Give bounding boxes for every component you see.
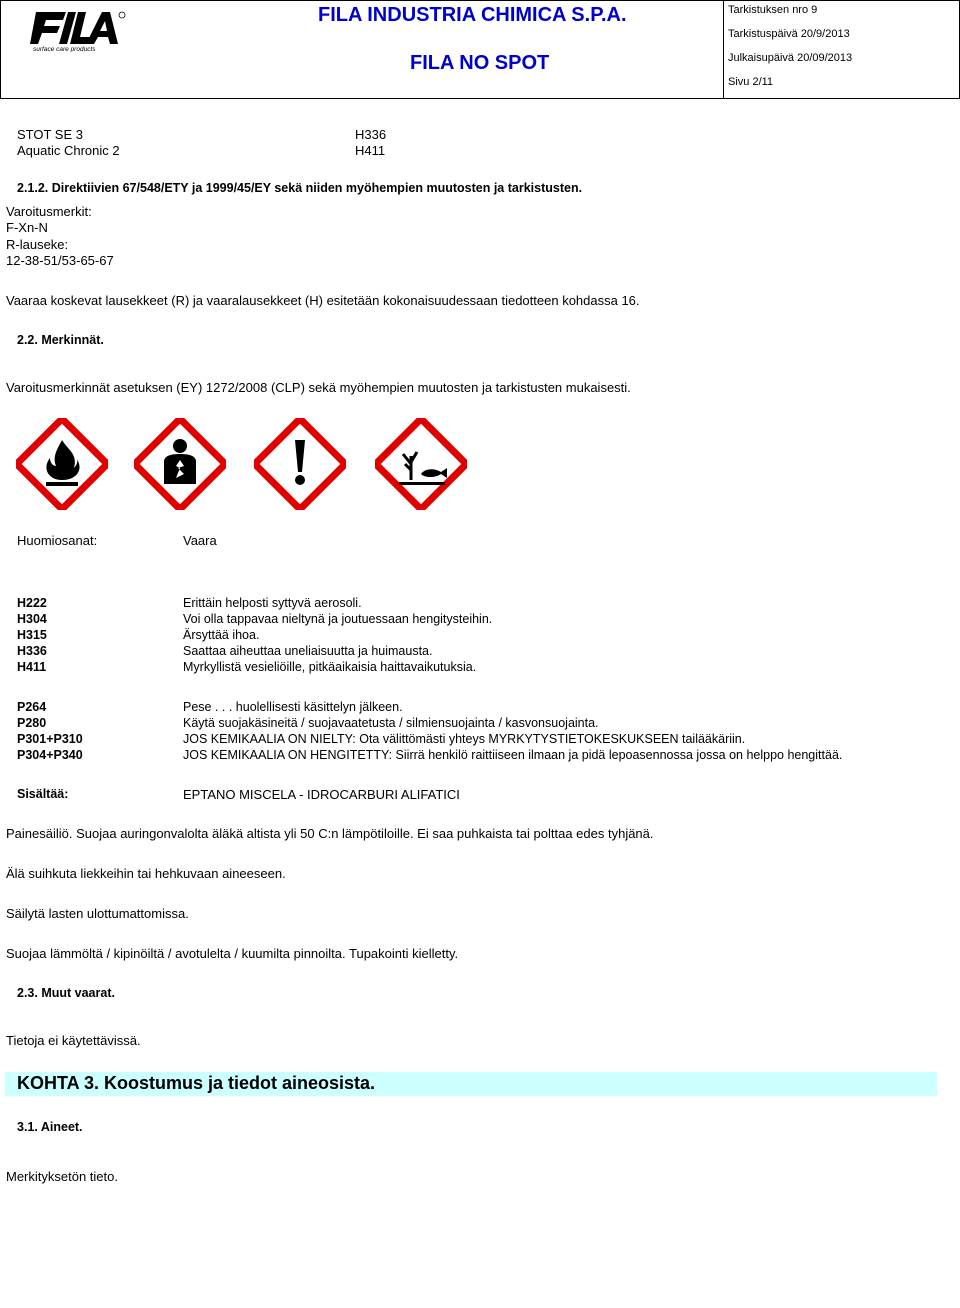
- classification-class-2: Aquatic Chronic 2: [17, 143, 120, 158]
- section-212-heading: 2.1.2. Direktiivien 67/548/ETY ja 1999/45/EY sekä niiden myöhempien muutosten ja tarkistusten.: [17, 181, 583, 195]
- company-logo: [30, 10, 140, 52]
- section-212-line: Varoitusmerkit:: [6, 204, 92, 219]
- flame-icon: [16, 418, 108, 510]
- p-text: JOS KEMIKAALIA ON HENGITETTY: Siirrä henkilö raittiiseen ilmaan ja pidä lepoasennossa jossa on helppo hengittää.: [183, 748, 843, 762]
- section-212-note: Vaaraa koskevat lausekkeet (R) ja vaaralausekkeet (H) esitetään kokonaisuudessaan tiedotteen kohdassa 16.: [6, 293, 640, 308]
- precaution-paragraph: Painesäiliö. Suojaa auringonvalolta äläkä altista yli 50 C:n lämpötiloille. Ei saa puhkaista tai polttaa edes tyhjänä.: [6, 826, 654, 841]
- section-23-text: Tietoja ei käytettävissä.: [6, 1033, 141, 1048]
- section-31-heading: 3.1. Aineet.: [17, 1120, 83, 1134]
- h-code: H315: [17, 628, 47, 642]
- header-divider-right: [723, 0, 724, 98]
- h-text: Saattaa aiheuttaa uneliaisuutta ja huimausta.: [183, 644, 433, 658]
- header-top-border: [0, 0, 960, 1]
- p-text: Pese . . . huolellisesti käsittelyn jälkeen.: [183, 700, 403, 714]
- revision-number: Tarkistuksen nro 9: [728, 4, 818, 16]
- signal-word-label: Huomiosanat:: [17, 533, 98, 548]
- p-text: JOS KEMIKAALIA ON NIELTY: Ota välittömästi yhteys MYRKYTYSTIETOKESKUKSEEN tailääkäriin.: [183, 732, 746, 746]
- section-23-heading: 2.3. Muut vaarat.: [17, 986, 115, 1000]
- page-number: Sivu 2/11: [728, 76, 774, 88]
- section-22-intro: Varoitusmerkinnät asetuksen (EY) 1272/2008 (CLP) sekä myöhempien muutosten ja tarkistusten mukaisesti.: [6, 380, 631, 395]
- exclamation-icon: [254, 418, 346, 510]
- precaution-paragraph: Suojaa lämmöltä / kipinöiltä / avotulelta / kuumilta pinnoilta. Tupakointi kielletty.: [6, 946, 459, 961]
- h-code: H411: [17, 660, 47, 674]
- h-text: Erittäin helposti syttyvä aerosoli.: [183, 596, 362, 610]
- section-22-heading: 2.2. Merkinnät.: [17, 333, 104, 347]
- revision-date: Tarkistuspäivä 20/9/2013: [728, 28, 850, 40]
- section-212-line: R-lauseke:: [6, 237, 69, 252]
- header-bottom-border: [0, 98, 960, 99]
- h-code: H222: [17, 596, 47, 610]
- p-code: P264: [17, 700, 47, 714]
- classification-code-2: H411: [355, 143, 386, 158]
- company-name: FILA INDUSTRIA CHIMICA S.P.A.: [318, 4, 627, 26]
- h-code: H336: [17, 644, 47, 658]
- precaution-paragraph: Säilytä lasten ulottumattomissa.: [6, 906, 189, 921]
- h-text: Voi olla tappavaa nieltynä ja joutuessaan hengitysteihin.: [183, 612, 493, 626]
- contains-value: EPTANO MISCELA - IDROCARBURI ALIFATICI: [183, 787, 460, 802]
- header-divider-left: [0, 0, 1, 98]
- section-3-title: KOHTA 3. Koostumus ja tiedot aineosista.: [17, 1073, 376, 1093]
- section-212-line: F-Xn-N: [6, 220, 48, 235]
- classification-class-1: STOT SE 3: [17, 127, 83, 142]
- h-text: Myrkyllistä vesieliöille, pitkäaikaisia haittavaikutuksia.: [183, 660, 477, 674]
- issue-date: Julkaisupäivä 20/09/2013: [728, 52, 853, 64]
- h-text: Ärsyttää ihoa.: [183, 628, 260, 642]
- product-name: FILA NO SPOT: [410, 52, 550, 74]
- classification-code-1: H336: [355, 127, 387, 142]
- p-text: Käytä suojakäsineitä / suojavaatetusta / silmiensuojainta / kasvonsuojainta.: [183, 716, 599, 730]
- p-code: P280: [17, 716, 47, 730]
- section-3-title-bar: [5, 1072, 937, 1096]
- environment-icon: [375, 418, 467, 510]
- p-code: P301+P310: [17, 732, 83, 746]
- health-hazard-icon: [134, 418, 226, 510]
- svg-text:surface care products: surface care products: [33, 46, 96, 52]
- contains-label: Sisältää:: [17, 787, 69, 801]
- section-212-line: 12-38-51/53-65-67: [6, 253, 114, 268]
- h-code: H304: [17, 612, 47, 626]
- section-31-text: Merkityksetön tieto.: [6, 1169, 118, 1184]
- signal-word: Vaara: [183, 533, 217, 548]
- p-code: P304+P340: [17, 748, 83, 762]
- precaution-paragraph: Älä suihkuta liekkeihin tai hehkuvaan aineeseen.: [6, 866, 286, 881]
